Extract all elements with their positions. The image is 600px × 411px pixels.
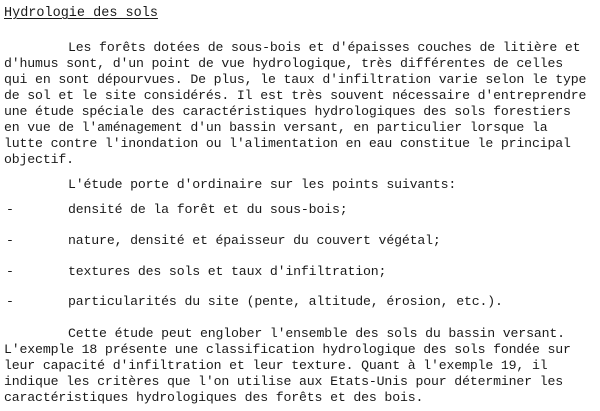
section-title: Hydrologie des sols	[4, 6, 158, 21]
paragraph-2-line: Cette étude peut englober l'ensemble des sols du bassin versant.	[68, 326, 565, 341]
paragraph-1-line: en vue de l'aménagement d'un bassin versant, en particulier lorsque la	[4, 120, 548, 135]
paragraph-1-line: objectif.	[4, 152, 74, 167]
list-item: textures des sols et taux d'infiltration;	[68, 264, 387, 279]
list-item: nature, densité et épaisseur du couvert végétal;	[68, 233, 441, 248]
list-intro: L'étude porte d'ordinaire sur les points suivants:	[68, 177, 457, 192]
paragraph-2-line: leur capacité d'infiltration et leur texture. Quant à l'exemple 19, il	[4, 358, 548, 373]
paragraph-1-line: lutte contre l'inondation ou l'alimentation en eau constitue le principal	[4, 136, 571, 151]
paragraph-1-line: une étude spéciale des caractéristiques hydrologiques des sols forestiers	[4, 104, 571, 119]
paragraph-2-line: caractéristiques hydrologiques des forêts et des bois.	[4, 390, 424, 405]
paragraph-1-line: Les forêts dotées de sous-bois et d'épaisses couches de litière et	[68, 40, 581, 55]
paragraph-2-line: L'exemple 18 présente une classification hydrologique des sols fondée sur	[4, 342, 571, 357]
list-item-marker: -	[6, 233, 14, 248]
paragraph-1-line: de sol et le site considérés. Il est très souvent nécessaire d'entreprendre	[4, 88, 587, 103]
list-item-marker: -	[6, 202, 14, 217]
list-item-marker: -	[6, 294, 14, 309]
paragraph-1-line: d'humus sont, d'un point de vue hydrologique, très différentes de celles	[4, 56, 563, 71]
list-item-marker: -	[6, 264, 14, 279]
list-item: particularités du site (pente, altitude, érosion, etc.).	[68, 294, 503, 309]
paragraph-1-line: qui en sont dépourvues. De plus, le taux d'infiltration varie selon le type	[4, 72, 587, 87]
paragraph-2-line: indique les critères que l'on utilise aux Etats-Unis pour déterminer les	[4, 374, 563, 389]
list-item: densité de la forêt et du sous-bois;	[68, 202, 348, 217]
